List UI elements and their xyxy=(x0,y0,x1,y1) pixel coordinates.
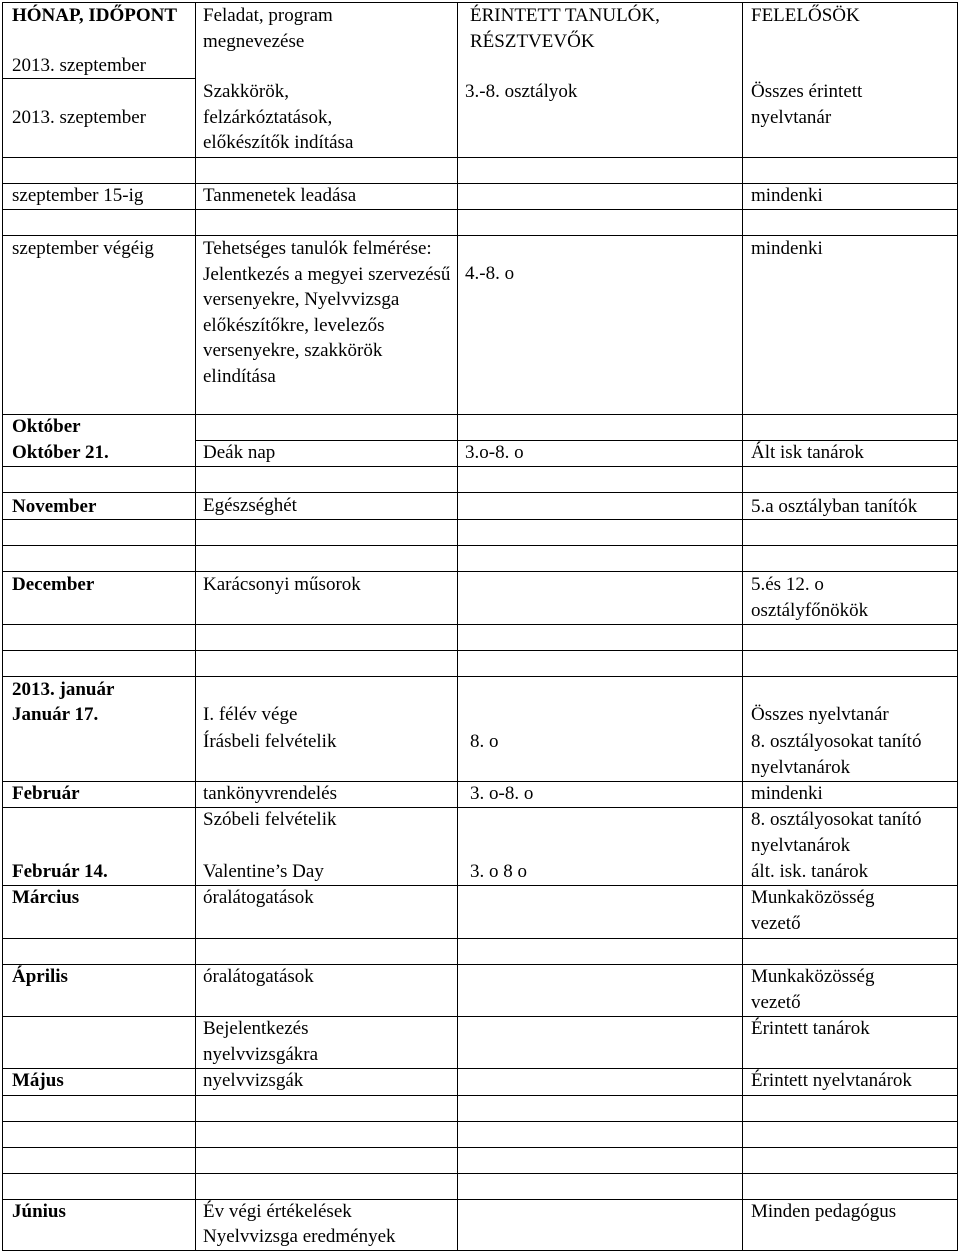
row-responsible: Ált isk tanárok xyxy=(751,442,864,463)
row-task: óralátogatások xyxy=(203,966,314,987)
row-month: Április xyxy=(12,966,68,987)
row-responsible: 8. osztályosokat tanító nyelvtanárok xyxy=(751,809,922,856)
row-responsible: Érintett nyelvtanárok xyxy=(751,1070,912,1091)
row-task: Egészséghét xyxy=(203,495,297,516)
row-participants: 4.-8. o xyxy=(465,263,515,284)
row-divider xyxy=(2,545,957,546)
row-month: Február xyxy=(12,783,80,804)
row-responsible: mindenki xyxy=(751,185,823,206)
header-task: Feladat, program megnevezése xyxy=(203,5,333,52)
column-divider xyxy=(457,2,458,1251)
row-responsible: 5.a osztályban tanítók xyxy=(751,496,918,517)
row-task: Bejelentkezés nyelvvizsgákra xyxy=(203,1018,319,1065)
column-divider xyxy=(195,2,196,1251)
row-task: Karácsonyi műsorok xyxy=(203,574,361,595)
row-responsible: ált. isk. tanárok xyxy=(751,861,869,882)
row-task: Írásbeli felvételik xyxy=(203,731,337,752)
month-label: 2013. január xyxy=(12,679,115,700)
row-participants: 3. o-8. o xyxy=(470,783,534,804)
row-responsible: mindenki xyxy=(751,238,823,259)
row-participants: 3.-8. osztályok xyxy=(465,81,578,102)
row-participants: 3.o-8. o xyxy=(465,442,524,463)
row-responsible: 5.és 12. o osztályfőnökök xyxy=(751,574,869,621)
month-label: Október xyxy=(12,416,81,437)
row-month: Május xyxy=(12,1070,64,1091)
table-border-right xyxy=(957,2,958,1251)
row-divider xyxy=(2,1095,957,1096)
row-divider xyxy=(2,676,957,677)
row-divider xyxy=(2,209,957,210)
row-month: Október 21. xyxy=(12,442,109,463)
row-participants: 8. o xyxy=(470,731,499,752)
row-divider xyxy=(2,1147,957,1148)
row-responsible: Érintett tanárok xyxy=(751,1018,870,1039)
row-month: szeptember végéig xyxy=(12,238,154,259)
row-month: szeptember 15-ig xyxy=(12,185,144,206)
row-month: Június xyxy=(12,1201,66,1222)
row-month: Március xyxy=(12,887,80,908)
row-divider xyxy=(2,1173,957,1174)
row-responsible: Összes érintett nyelvtanár xyxy=(751,81,863,128)
row-task: Tanmenetek leadása xyxy=(203,185,357,206)
row-divider xyxy=(2,492,957,493)
row-task: óralátogatások xyxy=(203,887,314,908)
row-divider xyxy=(2,157,957,158)
row-task: nyelvvizsgák xyxy=(203,1070,304,1091)
row-task: Deák nap xyxy=(203,442,276,463)
row-divider xyxy=(2,1121,957,1122)
row-divider xyxy=(2,414,957,415)
row-responsible: 8. osztályosokat tanító nyelvtanárok xyxy=(751,731,922,778)
row-task: Nyelvvizsga eredmények xyxy=(203,1226,396,1247)
row-responsible: Minden pedagógus xyxy=(751,1201,897,1222)
table-border-bottom xyxy=(2,1250,957,1251)
row-divider xyxy=(2,938,957,939)
row-responsible: Összes nyelvtanár xyxy=(751,704,889,725)
row-task: Tehetséges tanulók felmérése: Jelentkezés a megyei szervezésű versenyekre, Nyelvvizsga előkészítőkre, levelezős versenyekre, szakkörök elindítása xyxy=(203,238,451,387)
row-responsible: Munkaközösség vezető xyxy=(751,966,875,1013)
row-divider xyxy=(2,466,957,467)
row-month: 2013. szeptember xyxy=(12,107,147,128)
table-border-left xyxy=(2,2,3,1251)
row-responsible: Munkaközösség vezető xyxy=(751,887,875,934)
header-responsible: FELELŐSÖK xyxy=(751,5,860,26)
header-participants: ÉRINTETT TANULÓK, RÉSZTVEVŐK xyxy=(470,5,660,52)
column-divider xyxy=(742,2,743,1251)
row-month: Február 14. xyxy=(12,861,108,882)
row-divider xyxy=(2,624,957,625)
header-month: HÓNAP, IDŐPONT xyxy=(12,5,178,26)
row-divider xyxy=(2,650,957,651)
row-task: Év végi értékelések xyxy=(203,1201,352,1222)
row-responsible: mindenki xyxy=(751,783,823,804)
row-month: November xyxy=(12,496,97,517)
row-task: I. félév vége xyxy=(203,704,298,725)
month-label: 2013. szeptember xyxy=(12,55,147,76)
row-participants: 3. o 8 o xyxy=(470,861,527,882)
row-task: Szóbeli felvételik xyxy=(203,809,337,830)
row-task: tankönyvrendelés xyxy=(203,783,338,804)
row-task: Szakkörök, felzárkóztatások, előkészítők indítása xyxy=(203,81,354,153)
row-task: Valentine’s Day xyxy=(203,861,324,882)
row-month: December xyxy=(12,574,95,595)
row-month: Január 17. xyxy=(12,704,99,725)
